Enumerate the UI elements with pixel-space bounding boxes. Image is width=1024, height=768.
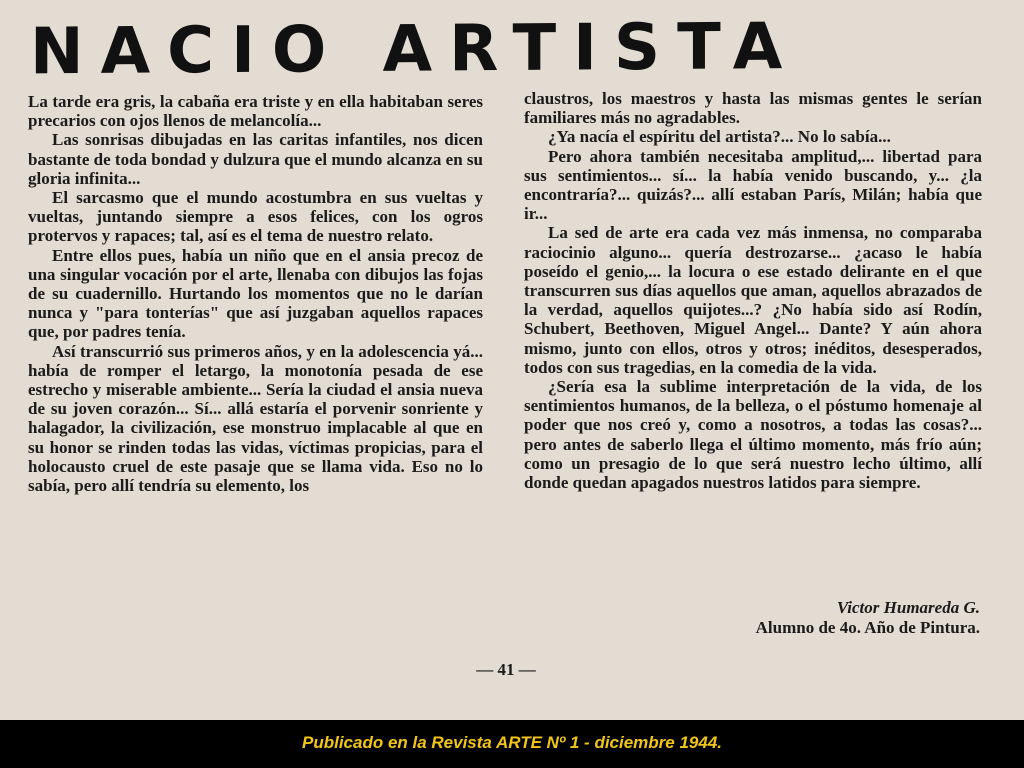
paragraph: La tarde era gris, la cabaña era triste y en ella habitaban seres precarios con ojos llenos de melancolía... — [28, 92, 483, 131]
publication-caption: Publicado en la Revista ARTE Nº 1 - diciembre 1944. — [301, 733, 723, 752]
paragraph: Las sonrisas dibujadas en las caritas infantiles, nos dicen bastante de toda bondad y dulzura que el mundo alcanza en su gloria infinita... — [28, 130, 483, 188]
paragraph: Entre ellos pues, había un niño que en el ansia precoz de una singular vocación por el arte, llenaba con dibujos las fojas de su cuadernillo. Hurtando los momentos que no le darían nunca y "para tonterías" que así juzgaban aquellos rapaces que, por padres tenía. — [28, 245, 483, 342]
paragraph: La sed de arte era cada vez más inmensa, no comparaba raciocinio alguno... quería destrozarse... ¿acaso le había poseído el genio,... la locura o ese estado delirante en el que transcurren sus días aquellos que aman, aquellos abrazados de la verdad, aquellos quijotes...? ¿No había sido así Rodín, Schubert, Beethoven, Miguel Angel... Dante? Y aún ahora mismo, junto con ellos, otros y otros; inéditos, desesperados, todos con sus tragedias, en la comedia de la vida. — [524, 223, 982, 377]
left-column — [28, 92, 483, 495]
author-role: Alumno de 4o. Año de Pintura. — [755, 618, 980, 637]
paragraph: El sarcasmo que el mundo acostumbra en sus vueltas y vueltas, juntando siempre a esos felices, con los ogros protervos y rapaces; tal, así es el tema de nuestro relato. — [28, 188, 483, 246]
paragraph: Pero ahora también necesitaba amplitud,... libertad para sus sentimientos... sí... la había venido buscando, y... ¿la encontraría?... quizás?... allí estaban París, Milán; había que ir... — [524, 146, 982, 224]
page-number: — 41 — — [476, 660, 536, 679]
article-title: NACIO ARTISTA — [30, 9, 800, 90]
paragraph: Así transcurrió sus primeros años, y en la adolescencia yá... había de romper el letargo, la monotonía pesada de ese estrecho y miserable ambiente... Sería la ciudad el ansia nueva de su joven corazón... Sí... allá estaría el porvenir sonriente y halagador, la civilización, ese monstruo implacable al que en su honor se rinden todas las vidas, víctimas propicias, para el holocausto cruel de este pasaje que se llama vida. Eso no lo sabía, pero allí tendría su elemento, los — [28, 341, 483, 496]
paragraph: ¿Ya nacía el espíritu del artista?... No lo sabía... — [548, 127, 891, 147]
author-name: Victor Humareda G. — [836, 598, 980, 617]
paragraph: claustros, los maestros y hasta las mismas gentes le serían familiares más no agradables. — [524, 89, 982, 128]
right-column — [524, 89, 982, 492]
author-signature — [700, 598, 980, 638]
paragraph: ¿Sería esa la sublime interpretación de la vida, de los sentimientos humanos, de la belleza, o el póstumo homenaje al poder que nos creó y, como a nosotros, a todas las cosas?... pero antes de saberlo llega el último momento, más frío aún; como un presagio de lo que será nuestro lecho último, allí donde quedan apagados nuestros latidos para siempre. — [524, 377, 982, 493]
